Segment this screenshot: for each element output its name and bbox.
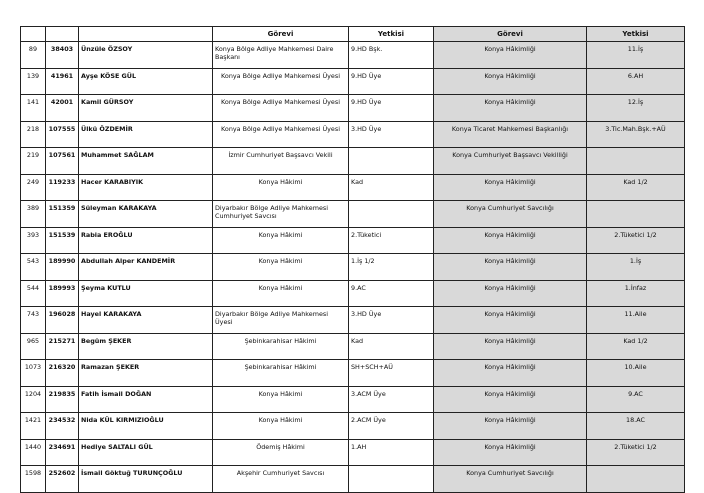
current-authority-cell	[349, 148, 434, 175]
current-role-cell: Diyarbakır Bölge Adliye Mahkemesi Üyesi	[213, 307, 349, 334]
current-authority-cell: Kad	[349, 333, 434, 360]
name-cell: Hacer KARABIYIK	[79, 174, 213, 201]
table-body	[21, 42, 685, 493]
name-cell: Ramazan ŞEKER	[79, 360, 213, 387]
sicil-number-cell: 189990	[46, 254, 79, 281]
row-number-cell: 1440	[21, 439, 46, 466]
header-blank-no	[21, 27, 46, 42]
row-number-cell: 544	[21, 280, 46, 307]
table-row	[21, 148, 685, 175]
current-role-cell: Konya Bölge Adliye Mahkemesi Üyesi	[213, 95, 349, 122]
row-number-cell: 219	[21, 148, 46, 175]
new-authority-cell: 12.İş	[587, 95, 685, 122]
row-number-cell: 1598	[21, 466, 46, 493]
current-role-cell: Konya Hâkimi	[213, 227, 349, 254]
current-role-cell: Konya Hâkimi	[213, 254, 349, 281]
current-authority-cell: 9.HD Bşk.	[349, 42, 434, 69]
table-row	[21, 227, 685, 254]
header-yetkisi-current: Yetkisi	[349, 27, 434, 42]
sicil-number-cell: 234691	[46, 439, 79, 466]
new-authority-cell: 3.Tic.Mah.Bşk.+AÜ	[587, 121, 685, 148]
current-role-cell: Konya Bölge Adliye Mahkemesi Üyesi	[213, 121, 349, 148]
new-authority-cell	[587, 148, 685, 175]
header-blank-name	[79, 27, 213, 42]
name-cell: İsmail Göktuğ TURUNÇOĞLU	[79, 466, 213, 493]
new-authority-cell: 11.İş	[587, 42, 685, 69]
new-role-cell: Konya Hâkimliği	[434, 386, 587, 413]
name-cell: Hediye SALTALI GÜL	[79, 439, 213, 466]
new-role-cell: Konya Hâkimliği	[434, 68, 587, 95]
current-authority-cell: SH+SCH+AÜ	[349, 360, 434, 387]
table-row	[21, 95, 685, 122]
new-role-cell: Konya Hâkimliği	[434, 333, 587, 360]
row-number-cell: 1073	[21, 360, 46, 387]
row-number-cell: 965	[21, 333, 46, 360]
sicil-number-cell: 41961	[46, 68, 79, 95]
table-row	[21, 307, 685, 334]
table-row	[21, 360, 685, 387]
table-row	[21, 254, 685, 281]
row-number-cell: 1421	[21, 413, 46, 440]
new-authority-cell	[587, 201, 685, 228]
sicil-number-cell: 215271	[46, 333, 79, 360]
new-role-cell: Konya Hâkimliği	[434, 42, 587, 69]
new-authority-cell: 1.İnfaz	[587, 280, 685, 307]
new-role-cell: Konya Hâkimliği	[434, 413, 587, 440]
new-authority-cell	[587, 466, 685, 493]
current-role-cell: Konya Bölge Adliye Mahkemesi Üyesi	[213, 68, 349, 95]
new-role-cell: Konya Cumhuriyet Savcılığı	[434, 201, 587, 228]
table-row	[21, 439, 685, 466]
new-role-cell: Konya Hâkimliği	[434, 439, 587, 466]
new-authority-cell: Kad 1/2	[587, 333, 685, 360]
new-role-cell: Konya Hâkimliği	[434, 254, 587, 281]
current-authority-cell: Kad	[349, 174, 434, 201]
table-row	[21, 413, 685, 440]
new-authority-cell: 18.AC	[587, 413, 685, 440]
row-number-cell: 393	[21, 227, 46, 254]
current-role-cell: Şebinkarahisar Hâkimi	[213, 333, 349, 360]
current-role-cell: Akşehir Cumhuriyet Savcısı	[213, 466, 349, 493]
new-authority-cell: 9.AC	[587, 386, 685, 413]
current-authority-cell: 3.ACM Üye	[349, 386, 434, 413]
table-row	[21, 386, 685, 413]
current-authority-cell	[349, 201, 434, 228]
row-number-cell: 743	[21, 307, 46, 334]
name-cell: Şeyma KUTLU	[79, 280, 213, 307]
table-row	[21, 333, 685, 360]
new-authority-cell: 10.Aile	[587, 360, 685, 387]
current-authority-cell: 1.İş 1/2	[349, 254, 434, 281]
current-authority-cell: 1.AH	[349, 439, 434, 466]
header-gorevi-new: Görevi	[434, 27, 587, 42]
name-cell: Begüm ŞEKER	[79, 333, 213, 360]
sicil-number-cell: 219835	[46, 386, 79, 413]
current-role-cell: Şebinkarahisar Hâkimi	[213, 360, 349, 387]
current-authority-cell: 9.HD Üye	[349, 68, 434, 95]
sicil-number-cell: 216320	[46, 360, 79, 387]
current-role-cell: Konya Hâkimi	[213, 413, 349, 440]
sicil-number-cell: 252602	[46, 466, 79, 493]
new-role-cell: Konya Hâkimliği	[434, 174, 587, 201]
new-authority-cell: Kad 1/2	[587, 174, 685, 201]
table-row	[21, 68, 685, 95]
current-role-cell: İzmir Cumhuriyet Başsavcı Vekili	[213, 148, 349, 175]
table-header-row	[21, 27, 685, 42]
row-number-cell: 89	[21, 42, 46, 69]
new-authority-cell: 1.İş	[587, 254, 685, 281]
new-role-cell: Konya Hâkimliği	[434, 227, 587, 254]
table-row	[21, 42, 685, 69]
current-role-cell: Ödemiş Hâkimi	[213, 439, 349, 466]
name-cell: Süleyman KARAKAYA	[79, 201, 213, 228]
new-role-cell: Konya Cumhuriyet Savcılığı	[434, 466, 587, 493]
new-authority-cell: 2.Tüketici 1/2	[587, 439, 685, 466]
current-authority-cell: 3.HD Üye	[349, 307, 434, 334]
name-cell: Hayel KARAKAYA	[79, 307, 213, 334]
table-row	[21, 174, 685, 201]
row-number-cell: 249	[21, 174, 46, 201]
header-gorevi-current: Görevi	[213, 27, 349, 42]
new-authority-cell: 6.AH	[587, 68, 685, 95]
sicil-number-cell: 234532	[46, 413, 79, 440]
name-cell: Abdullah Alper KANDEMİR	[79, 254, 213, 281]
current-role-cell: Konya Hâkimi	[213, 174, 349, 201]
sicil-number-cell: 189993	[46, 280, 79, 307]
new-role-cell: Konya Hâkimliği	[434, 280, 587, 307]
sicil-number-cell: 107555	[46, 121, 79, 148]
row-number-cell: 389	[21, 201, 46, 228]
row-number-cell: 543	[21, 254, 46, 281]
new-authority-cell: 11.Aile	[587, 307, 685, 334]
row-number-cell: 1204	[21, 386, 46, 413]
current-authority-cell: 9.HD Üye	[349, 95, 434, 122]
new-role-cell: Konya Hâkimliği	[434, 307, 587, 334]
current-authority-cell: 2.Tüketici	[349, 227, 434, 254]
name-cell: Ünzüle ÖZSOY	[79, 42, 213, 69]
new-role-cell: Konya Hâkimliği	[434, 95, 587, 122]
current-authority-cell	[349, 466, 434, 493]
appointments-table	[20, 26, 685, 493]
sicil-number-cell: 107561	[46, 148, 79, 175]
name-cell: Ülkü ÖZDEMİR	[79, 121, 213, 148]
current-role-cell: Konya Hâkimi	[213, 280, 349, 307]
row-number-cell: 218	[21, 121, 46, 148]
name-cell: Fatih İsmail DOĞAN	[79, 386, 213, 413]
current-role-cell: Diyarbakır Bölge Adliye Mahkemesi Cumhuriyet Savcısı	[213, 201, 349, 228]
header-blank-sicil	[46, 27, 79, 42]
header-yetkisi-new: Yetkisi	[587, 27, 685, 42]
table-row	[21, 280, 685, 307]
name-cell: Nida KÜL KIRMIZIOĞLU	[79, 413, 213, 440]
new-role-cell: Konya Cumhuriyet Başsavcı Vekilliği	[434, 148, 587, 175]
current-role-cell: Konya Hâkimi	[213, 386, 349, 413]
row-number-cell: 141	[21, 95, 46, 122]
sicil-number-cell: 119233	[46, 174, 79, 201]
row-number-cell: 139	[21, 68, 46, 95]
sicil-number-cell: 42001	[46, 95, 79, 122]
current-authority-cell: 2.ACM Üye	[349, 413, 434, 440]
name-cell: Muhammet SAĞLAM	[79, 148, 213, 175]
sicil-number-cell: 38403	[46, 42, 79, 69]
new-role-cell: Konya Ticaret Mahkemesi Başkanlığı	[434, 121, 587, 148]
sicil-number-cell: 196028	[46, 307, 79, 334]
name-cell: Kamil GÜRSOY	[79, 95, 213, 122]
table-row	[21, 201, 685, 228]
new-authority-cell: 2.Tüketici 1/2	[587, 227, 685, 254]
name-cell: Ayşe KÖSE GÜL	[79, 68, 213, 95]
name-cell: Rabia EROĞLU	[79, 227, 213, 254]
current-authority-cell: 9.AC	[349, 280, 434, 307]
sicil-number-cell: 151539	[46, 227, 79, 254]
current-authority-cell: 3.HD Üye	[349, 121, 434, 148]
table-row	[21, 466, 685, 493]
new-role-cell: Konya Hâkimliği	[434, 360, 587, 387]
sicil-number-cell: 151359	[46, 201, 79, 228]
current-role-cell: Konya Bölge Adliye Mahkemesi Daire Başkanı	[213, 42, 349, 69]
table-row	[21, 121, 685, 148]
